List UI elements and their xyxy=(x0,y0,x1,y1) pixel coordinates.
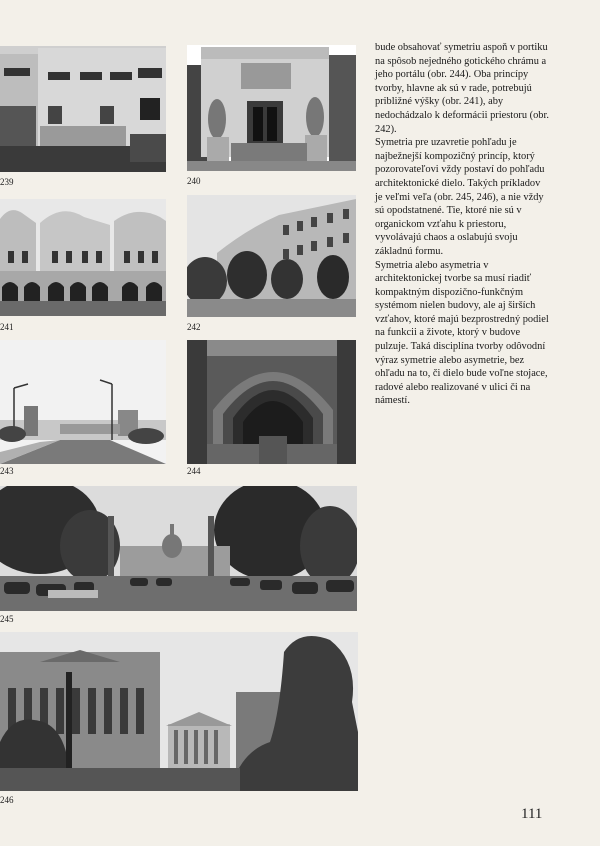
photo-246 xyxy=(0,632,358,791)
caption-239: 239 xyxy=(0,177,14,187)
photo-244 xyxy=(187,340,356,464)
paragraph-2: Symetria pre uzavretie pohľadu je najbežnejší kompozičný princíp, ktorý pozorovateľovi vždy postaví do pohľadu architektonické dielo. Takých príkladov je veľmi veľa (obr. 245, 246), a nie vždy sú opodstatnené. Tie, ktoré nie sú v organickom vzťahu k priestoru, vyvolávajú chaos a oslabujú svoju základnú formu. xyxy=(375,137,545,257)
caption-246: 246 xyxy=(0,795,14,805)
caption-244: 244 xyxy=(187,466,201,476)
paragraph-3: Symetria alebo asymetria v architektonickej tvorbe sa musí riadiť kompaktným dispozično-funkčným systémom nielen budovy, ale aj širších vzťahov, ktoré majú bezprostredný podiel na funkcii a živote, ktorý v budove pulzuje. Taká disciplína tvorby odôvodní výraz symetrie alebo asymetrie, bez ohľadu na to, či dielo bude voľne stojace, radové alebo realizované v ulici či na námestí. xyxy=(375,259,549,407)
photo-243 xyxy=(0,340,166,464)
caption-242: 242 xyxy=(187,322,201,332)
paragraph-1: bude obsahovať symetriu aspoň v portiku na spôsob nejedného gotického chrámu a jeho portálu (obr. 244). Oba princípy tvorby, hlavne ak sú v rade, potrebujú približné výšky (obr. 241), aby nedochádzalo k deformácii priestoru (obr. 242). xyxy=(375,42,549,135)
caption-240: 240 xyxy=(187,176,201,186)
caption-243: 243 xyxy=(0,466,14,476)
photo-245 xyxy=(0,486,357,611)
photo-239 xyxy=(0,46,166,172)
page-number: 111 xyxy=(521,806,543,822)
photo-242 xyxy=(187,195,356,317)
caption-241: 241 xyxy=(0,322,14,332)
photo-241 xyxy=(0,199,166,316)
caption-245: 245 xyxy=(0,614,14,624)
body-text xyxy=(375,41,550,408)
photo-240 xyxy=(187,45,356,171)
